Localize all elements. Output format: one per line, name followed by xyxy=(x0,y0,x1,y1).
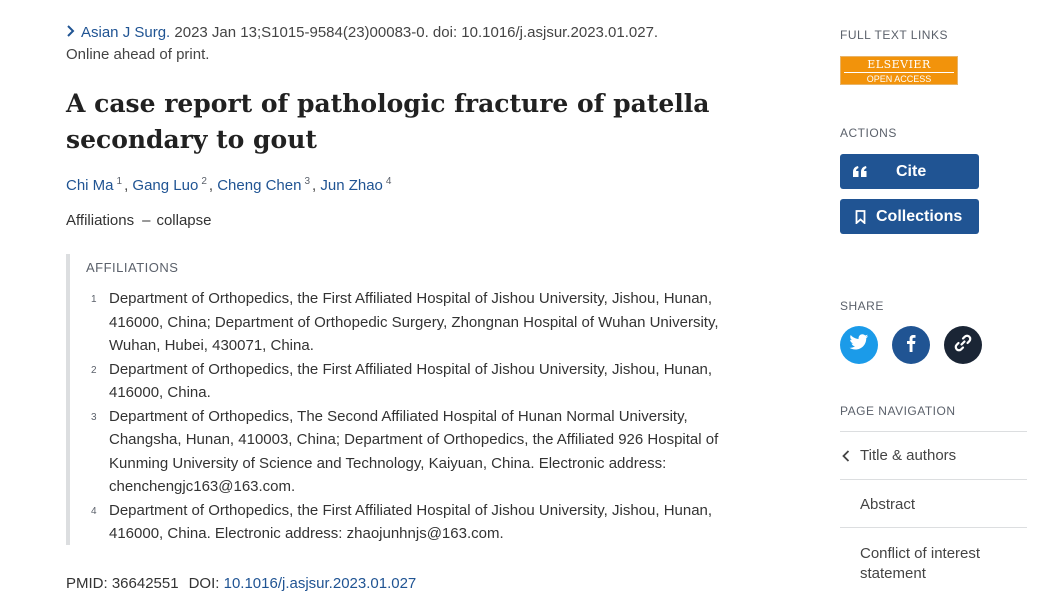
citation-line xyxy=(66,22,766,44)
link-icon xyxy=(953,333,973,358)
nav-item-title-authors[interactable] xyxy=(840,431,1027,479)
affiliations-toggle-state: collapse xyxy=(156,212,212,229)
nav-item-label: Abstract xyxy=(860,496,916,513)
bookmark-icon xyxy=(850,210,870,224)
collections-label: Collections xyxy=(876,207,963,225)
affiliation-item xyxy=(86,358,756,405)
affiliations-panel xyxy=(66,254,756,545)
page-navigation-heading: PAGE NAVIGATION xyxy=(840,404,956,418)
author-link[interactable]: Gang Luo xyxy=(132,177,199,194)
affiliations-heading: AFFILIATIONS xyxy=(86,260,179,275)
collections-button[interactable] xyxy=(840,199,979,234)
affiliation-number: 2 xyxy=(91,364,97,376)
author-affiliation-ref[interactable]: 2 xyxy=(201,176,207,187)
chevron-right-icon[interactable] xyxy=(66,22,75,44)
page-navigation-list xyxy=(840,431,1027,597)
affiliations-toggle-label: Affiliations xyxy=(66,212,135,229)
minus-icon: – xyxy=(142,212,151,229)
nav-item-label: Title & authors xyxy=(860,447,957,464)
elsevier-logo-text: ELSEVIER xyxy=(867,58,931,71)
open-access-text: OPEN ACCESS xyxy=(844,72,954,85)
article-title: A case report of pathologic fracture of patella secondary to gout xyxy=(66,89,710,154)
author-affiliation-ref[interactable]: 4 xyxy=(385,176,392,187)
share-buttons xyxy=(840,326,982,364)
author-link[interactable]: Jun Zhao xyxy=(320,177,383,194)
authors-list: Chi Ma $^1$ , Gang Luo $^2$ , Cheng Chen $^3$ , Jun Zhao $^4$ xyxy=(66,176,392,194)
affiliation-text: Department of Orthopedics, the First Affiliated Hospital of Jishou University, Jishou, Hunan, 416000, China; Department of Orthopedic Surgery, Zhongnan Hospital of Wuhan University, Wuhan, Hubei, 430071, China. xyxy=(109,290,719,354)
full-text-links-heading: FULL TEXT LINKS xyxy=(840,28,948,42)
affiliation-number: 3 xyxy=(91,411,97,423)
elsevier-open-access-link[interactable] xyxy=(840,56,958,85)
author-affiliation-ref[interactable]: 1 xyxy=(116,176,123,187)
cite-button[interactable] xyxy=(840,154,979,189)
affiliation-item xyxy=(86,499,756,546)
twitter-share-button[interactable] xyxy=(840,326,878,364)
share-heading: SHARE xyxy=(840,299,884,313)
doi-link[interactable]: 10.1016/j.asjsur.2023.01.027 xyxy=(223,575,417,592)
cite-label: Cite xyxy=(896,162,927,180)
affiliations-toggle[interactable] xyxy=(66,212,211,229)
facebook-share-button[interactable] xyxy=(892,326,930,364)
affiliation-text: Department of Orthopedics, the First Affiliated Hospital of Jishou University, Jishou, Hunan, 416000, China. Electronic address: zhaojunhnjs@163.com. xyxy=(109,501,713,542)
affiliations-list xyxy=(86,287,756,546)
citation-details: 2023 Jan 13;S1015-9584(23)00083-0. doi: 10.1016/j.asjsur.2023.01.027. xyxy=(170,24,659,41)
author-link[interactable]: Chi Ma xyxy=(66,177,114,194)
sidebar xyxy=(840,0,1030,600)
pmid-label: PMID: xyxy=(66,575,108,592)
affiliation-number: 1 xyxy=(91,294,97,305)
copy-link-share-button[interactable] xyxy=(944,326,982,364)
affiliation-number: 4 xyxy=(91,505,97,517)
journal-link[interactable]: Asian J Surg. xyxy=(81,24,171,41)
identifiers-line xyxy=(66,575,416,592)
nav-item-conflict-of-interest[interactable] xyxy=(840,527,1027,597)
quote-icon xyxy=(850,166,870,178)
affiliation-item xyxy=(86,287,756,358)
nav-item-abstract[interactable] xyxy=(840,479,1027,527)
doi-label: DOI: xyxy=(188,575,220,592)
author-affiliation-ref[interactable]: 3 xyxy=(304,176,311,187)
chevron-left-icon xyxy=(842,449,850,466)
actions-heading: ACTIONS xyxy=(840,126,897,140)
publication-status: Online ahead of print. xyxy=(66,46,210,63)
nav-item-label: Conflict of interest statement xyxy=(860,545,981,582)
pmid-value: 36642551 xyxy=(111,575,179,592)
facebook-icon xyxy=(906,334,916,357)
twitter-icon xyxy=(849,334,869,356)
affiliation-item xyxy=(86,405,756,499)
affiliation-text: Department of Orthopedics, the First Affiliated Hospital of Jishou University, Jishou, Hunan, 416000, China. xyxy=(109,360,713,401)
affiliation-text: Department of Orthopedics, The Second Affiliated Hospital of Hunan Normal University, Changsha, Hunan, 410003, China; Department of Orthopedics, the Affiliated 926 Hospital of Kunming University of Science and Technology, Kaiyuan, China. Electronic address: chenchengjc163@163.com. xyxy=(109,407,719,495)
author-link[interactable]: Cheng Chen xyxy=(217,177,302,194)
